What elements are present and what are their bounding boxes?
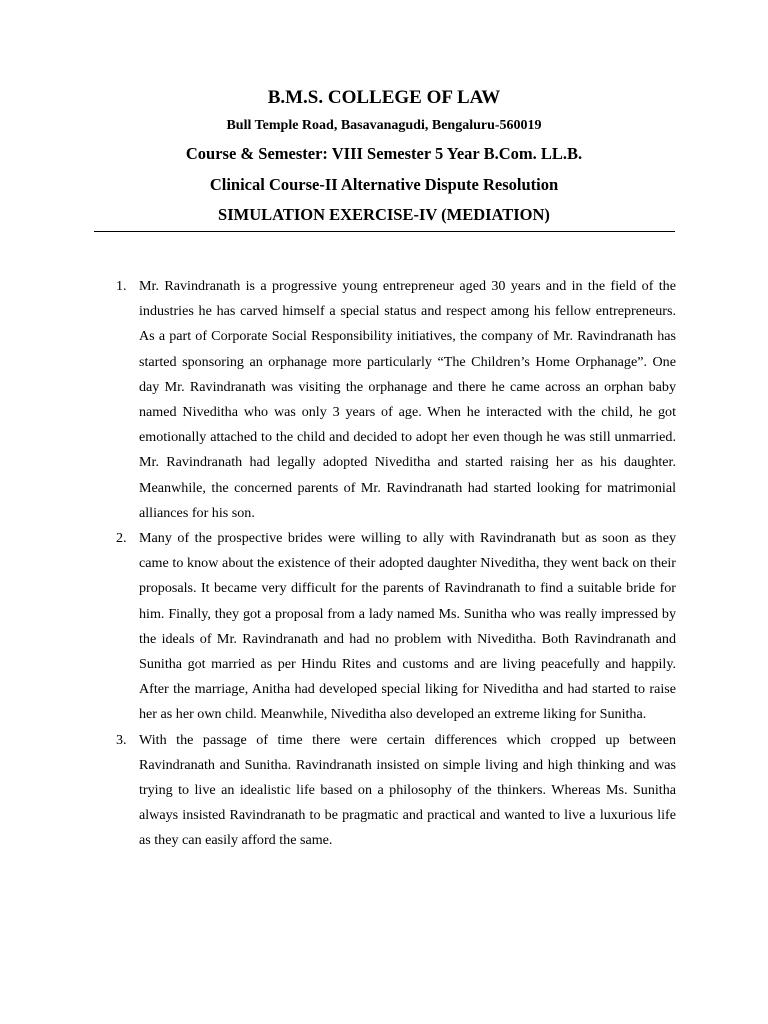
course-semester: Course & Semester: VIII Semester 5 Year B.Com. LL.B. [185,144,583,163]
list-item [116,526,676,728]
item-number: 2. [116,530,127,547]
list-item [116,274,676,526]
item-number: 3. [116,731,127,748]
college-address: Bull Temple Road, Basavanagudi, Bengaluru-560019 [226,118,542,133]
document-header [94,86,674,227]
list-item [116,728,676,854]
header-divider [94,231,675,232]
item-text: Mr. Ravindranath is a progressive young entrepreneur aged 30 years and in the field of the industries he has carved himself a special status and respect among his fellow entrepreneurs. As a part of Corporate Social Responsibility initiatives, the company of Mr. Ravindranath has started sponsoring an orphanage more particularly “The Children’s Home Orphanage”. One day Mr. Ravindranath was visiting the orphanage and there he came across an orphan baby named Niveditha who was only 3 years of age. When he interacted with the child, he got emotionally attached to the child and decided to adopt her even though he was still unmarried. Mr. Ravindranath had legally adopted Niveditha and started raising her as his daughter. Meanwhile, the concerned parents of Mr. Ravindranath had started looking for matrimonial alliances for his son. [139,278,676,521]
item-number: 1. [116,278,127,294]
college-name: B.M.S. COLLEGE OF LAW [267,87,501,108]
clinical-course-title: Clinical Course-II Alternative Dispute Resolution [209,175,559,194]
item-text: Many of the prospective brides were willing to ally with Ravindranath but as soon as they came to know about the existence of their adopted daughter Niveditha, they went back on their proposals. It became very difficult for the parents of Ravindranath to find a suitable bride for him. Finally, they got a proposal from a lady named Ms. Sunitha who was really impressed by the ideals of Mr. Ravindranath and had no problem with Niveditha. Both Ravindranath and Sunitha got married as per Hindu Rites and customs and are living peacefully and happily. After the marriage, Anitha had developed special liking for Niveditha and had started to raise her as her own child. Meanwhile, Niveditha also developed an extreme liking for Sunitha. [139,530,676,723]
item-text: With the passage of time there were certain differences which cropped up between Ravindranath and Sunitha. Ravindranath insisted on simple living and high thinking and was trying to live an idealistic life based on a philosophy of the thinkers. Whereas Ms. Sunitha always insisted Ravindranath to be pragmatic and practical and wanted to live a luxurious life as they can easily afford the same. [139,731,676,849]
facts-list [116,274,676,854]
exercise-title: SIMULATION EXERCISE-IV (MEDIATION) [218,205,550,224]
